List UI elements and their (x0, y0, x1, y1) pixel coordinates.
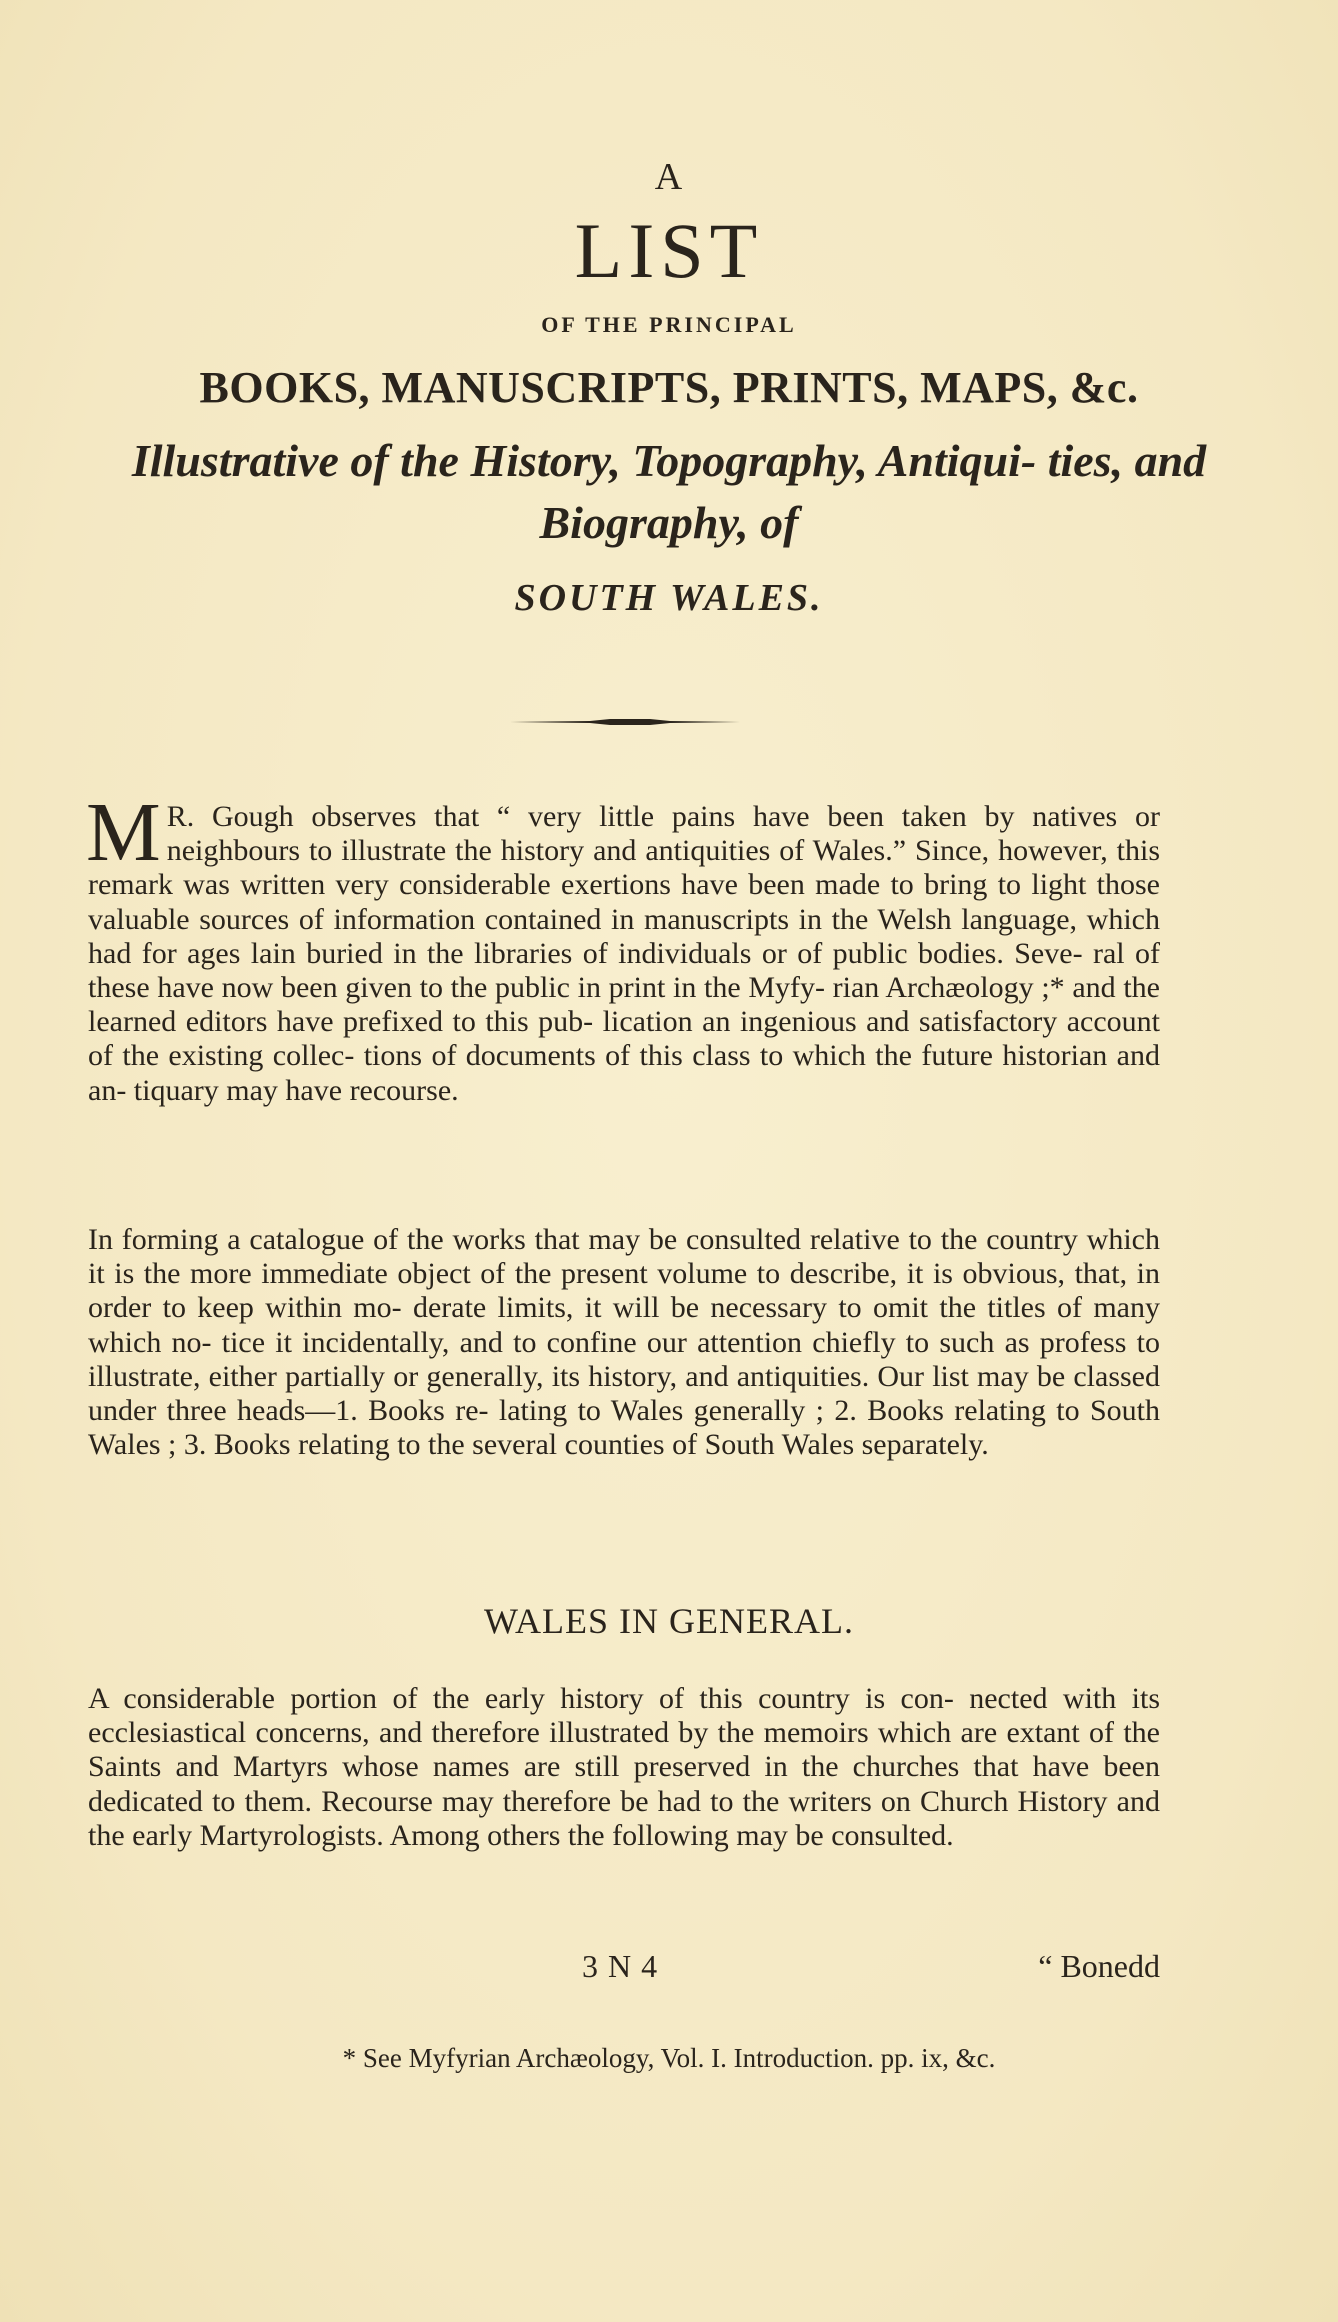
intro-paragraph-1-text: R. Gough observes that “ very little pains have been taken by natives or neighbours to illustrate the history and antiquities of Wales.” Since, however, this remark was written very considerable exertions have been made to bring to light those valuable sources of information contained in manuscripts in the Welsh language, which had for ages lain buried in the libraries of individuals or of public bodies. Seve- ral of these have now been given to the public in print in the Myfy- rian Archæology ;* and the learned editors have prefixed to this pub- lication an ingenious and satisfactory account of the existing collec- tions of documents of this class to which the future historian and an- tiquary may have recourse. (88, 800, 1160, 1107)
drop-cap: M (86, 786, 161, 879)
footnote: * See Myfyrian Archæology, Vol. I. Introduction. pp. ix, &c. (342, 2043, 996, 2073)
catchword: “ Bonedd (1038, 1948, 1160, 1984)
intro-paragraph-2: In forming a catalogue of the works that may be consulted relative to the country which it is the more immediate object of the present volume to describe, it is obvious, that, in order to keep within mo- derate limits, it will be necessary to omit the titles of many which no- tice it incidentally, and to confine our attention chiefly to such as profess to illustrate, either partially or generally, its history, and antiquities. Our list may be classed under three heads—1. Books re- lating to Wales generally ; 2. Books relating to South Wales ; 3. Books relating to the several counties of South Wales separately. (88, 1223, 1160, 1462)
section-paragraph: A considerable portion of the early history of this country is con- nected with its ecclesiastical concerns, and therefore illustrated by the memoirs which are extant of the Saints and Martyrs whose names are still preserved in the churches that have been dedicated to them. Recourse may therefore be had to the writers on Church History and the early Martyrologists. Among others the following may be consulted. (88, 1682, 1160, 1852)
ornamental-rule (510, 718, 740, 726)
intro-paragraph-1 (86, 786, 1160, 1108)
title-illustrative: Illustrative of the History, Topography, Antiqui- ties, and Biography, of (131, 435, 1207, 548)
title-main: LIST (574, 207, 764, 294)
signature-mark: 3 N 4 (582, 1948, 659, 1984)
title-region: SOUTH WALES. (514, 577, 824, 619)
title-subtitle: OF THE PRINCIPAL (541, 312, 797, 337)
title-article: A (654, 156, 684, 198)
section-heading: WALES IN GENERAL. (484, 1601, 854, 1641)
title-items: BOOKS, MANUSCRIPTS, PRINTS, MAPS, &c. (199, 363, 1139, 412)
